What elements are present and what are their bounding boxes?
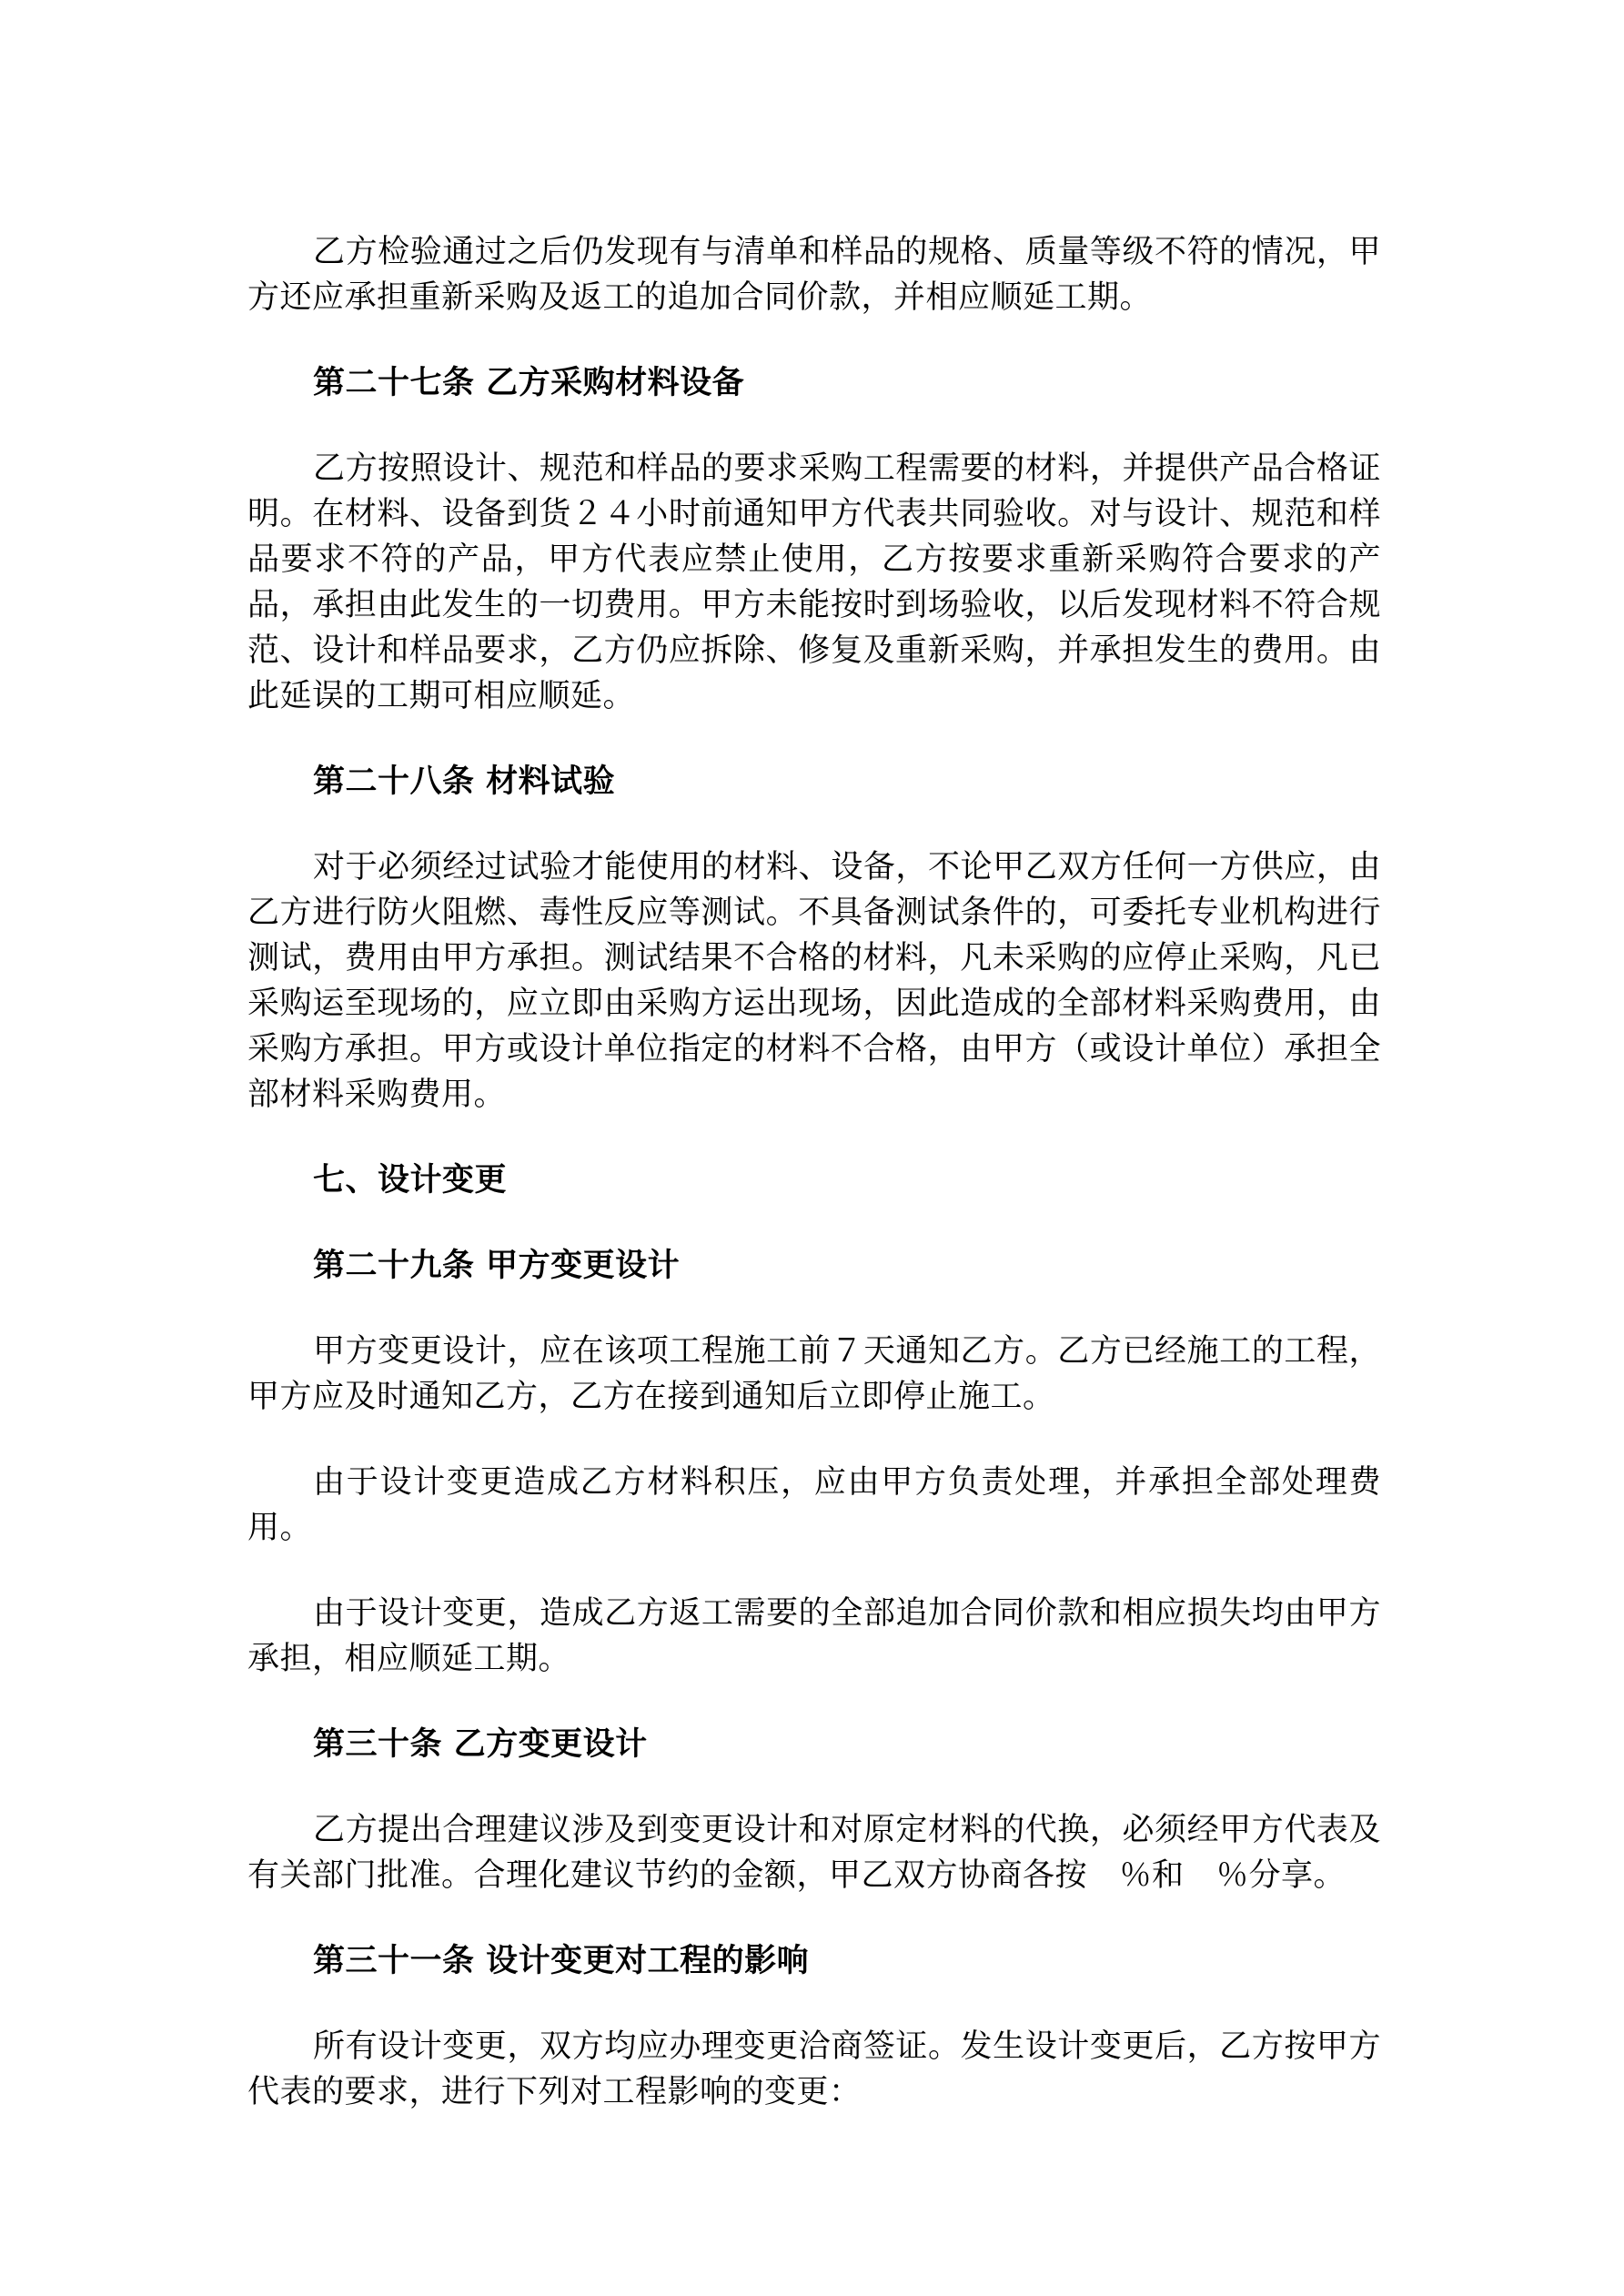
paragraph: 乙方提出合理建议涉及到变更设计和对原定材料的代换，必须经甲方代表及有关部门批准。合理化建议节约的金额，甲乙双方协商各按 ％和 ％分享。 [247, 1812, 1381, 1894]
article-heading: 第二十九条 甲方变更设计 [313, 1247, 681, 1284]
article-heading: 第二十八条 材料试验 [313, 763, 616, 800]
paragraph: 对于必须经过试验才能使用的材料、设备，不论甲乙双方任何一方供应，由乙方进行防火阻燃、毒性反应等测试。不具备测试条件的，可委托专业机构进行测试，费用由甲方承担。测试结果不合格的材料，凡未采购的应停止采购，凡已采购运至现场的，应立即由采购方运出现场，因此造成的全部材料采购费用，由采购方承担。甲方或设计单位指定的材料不合格，由甲方（或设计单位）承担全部材料采购费用。 [247, 849, 1381, 1113]
section-heading: 七、设计变更 [313, 1161, 508, 1199]
paragraph: 所有设计变更，双方均应办理变更洽商签证。发生设计变更后，乙方按甲方代表的要求，进行下列对工程影响的变更： [247, 2028, 1381, 2110]
article-heading: 第三十一条 设计变更对工程的影响 [313, 1942, 810, 1979]
paragraph: 乙方按照设计、规范和样品的要求采购工程需要的材料，并提供产品合格证明。在材料、设备到货２４小时前通知甲方代表共同验收。对与设计、规范和样品要求不符的产品，甲方代表应禁止使用，乙方按要求重新采购符合要求的产品，承担由此发生的一切费用。甲方未能按时到场验收，以后发现材料不符合规范、设计和样品要求，乙方仍应拆除、修复及重新采购，并承担发生的费用。由此延误的工期可相应顺延。 [247, 450, 1381, 714]
paragraph: 由于设计变更造成乙方材料积压，应由甲方负责处理，并承担全部处理费用。 [247, 1464, 1381, 1546]
paragraph: 乙方检验通过之后仍发现有与清单和样品的规格、质量等级不符的情况，甲方还应承担重新采购及返工的追加合同价款，并相应顺延工期。 [247, 234, 1381, 316]
paragraph: 甲方变更设计，应在该项工程施工前７天通知乙方。乙方已经施工的工程，甲方应及时通知乙方，乙方在接到通知后立即停止施工。 [247, 1333, 1381, 1415]
article-heading: 第二十七条 乙方采购材料设备 [313, 364, 745, 401]
paragraph: 由于设计变更，造成乙方返工需要的全部追加合同价款和相应损失均由甲方承担，相应顺延工期。 [247, 1595, 1381, 1677]
article-heading: 第三十条 乙方变更设计 [313, 1725, 648, 1763]
document-page [247, 229, 1381, 2155]
